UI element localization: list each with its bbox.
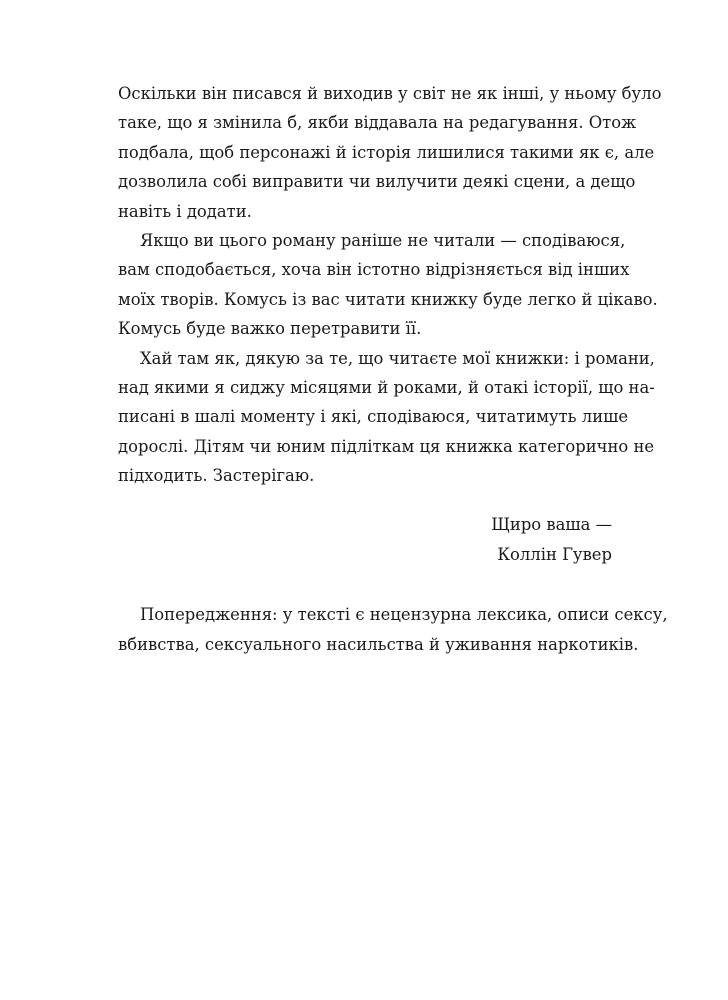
text-line: Якщо ви цього роману раніше не читали — сподіваюся, — [140, 230, 626, 250]
paragraph-1 — [118, 79, 662, 226]
text-line: Хай там як, дякую за те, що читаєте мої книжки: і романи, — [140, 348, 655, 368]
paragraph-2 — [118, 226, 658, 344]
text-line: дорослі. Дітям чи юним підліткам ця книжка категорично не — [118, 436, 655, 456]
text-line: таке, що я змінила б, якби віддавала на редагування. Отож — [118, 113, 637, 133]
page-body — [118, 79, 668, 659]
signature-closing: Щиро ваша — — [491, 515, 612, 535]
signature — [118, 510, 612, 569]
text-line: дозволила собі виправити чи вилучити деякі сцени, а дещо — [118, 172, 636, 192]
text-line: вам сподобається, хоча він істотно відрізняється від інших — [118, 260, 630, 280]
text-line: подбала, щоб персонажі й історія лишилися такими як є, але — [118, 142, 655, 162]
text-line: Попередження: у тексті є нецензурна лексика, описи сексу, — [140, 605, 668, 625]
text-line: навіть і додати. — [118, 201, 252, 221]
text-line: моїх творів. Комусь із вас читати книжку буде легко й цікаво. — [118, 289, 658, 309]
text-line: Оскільки він писався й виходив у світ не як інші, у ньому було — [118, 84, 662, 103]
text-line: вбивства, сексуального насильства й уживання наркотиків. — [118, 634, 639, 654]
text-line: писані в шалі моменту і які, сподіваюся, читатимуть лише — [118, 407, 629, 427]
text-line: Комусь буде важко перетравити її. — [118, 319, 422, 339]
text-line: над якими я сиджу місяцями й роками, й отакі історії, що на- — [118, 377, 655, 397]
paragraph-3 — [118, 344, 655, 491]
warning-note — [118, 600, 668, 659]
text-line: підходить. Застерігаю. — [118, 466, 315, 486]
signature-author: Коллін Гувер — [497, 544, 612, 564]
